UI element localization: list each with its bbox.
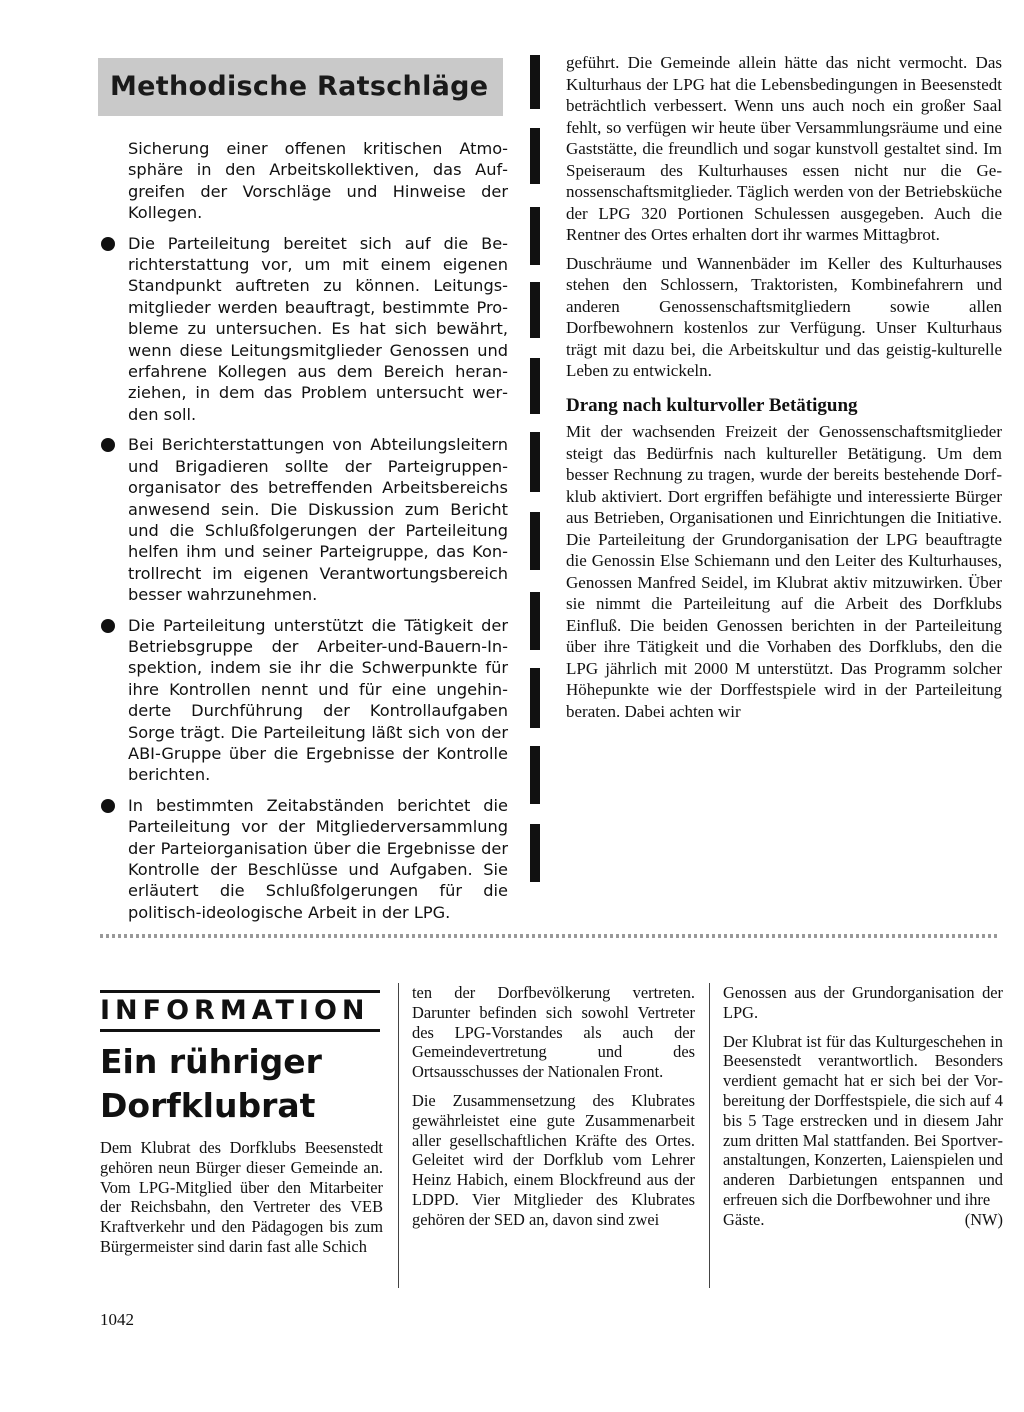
margin-marker-bar — [530, 207, 540, 265]
closing-text: Gäste. — [723, 1209, 765, 1229]
information-label-text: INFORMATION — [100, 995, 370, 1026]
rule-bottom — [100, 1029, 380, 1032]
column-rule — [709, 983, 710, 1288]
body-paragraph: Duschräume und Wannenbäder im Keller des Kulturhauses stehen den Schlossern, Traktoristen, Kombinefahrern und anderen Genossenschaftsmitgliedern sowie allen Dorfbewohnern kostenlos zur Verfügung. Unser Kulturhaus trägt mit dazu bei, die Arbeitskultur und das geistig-kulturelle Leben zu entwickeln. — [566, 253, 1002, 380]
info-column-2 — [412, 983, 695, 1230]
margin-marker-bar — [530, 746, 540, 804]
bullet-text: Die Parteileitung unterstützt die Tätigkeit der Betriebsgruppe der Arbeiter-und-Bauern-Inspektion, indem sie ihr die Schwerpunkte für ihre Kontrollen nennt und für eine ungehinderte Durchführung der Kontrollaufgaben Sorge trägt. Die Parteileitung läßt sich von der ABI-Gruppe über die Ergebnisse der Kontrolle berichten. — [128, 615, 508, 785]
right-column — [566, 52, 1002, 722]
body-paragraph: Die Zusammensetzung des Klubrates gewährleistet eine gute Zusammenarbeit aller gesellschaftlichen Kräfte des Ortes. Geleitet wird der Dorfklub vom Lehrer Heinz Habich, einem Blockfreund aus der LDPD. Vier Mitglieder des Klubrates gehören der SED an, davon sind zwei — [412, 1090, 695, 1229]
margin-marker-bar — [530, 668, 540, 728]
body-paragraph: Genossen aus der Grundorganisation der LPG. — [723, 983, 1003, 1022]
margin-marker-bar — [530, 358, 540, 414]
margin-marker-bar — [530, 128, 540, 184]
bullet-dot-icon — [101, 438, 115, 452]
bullet-dot-icon — [101, 799, 115, 813]
left-column — [100, 138, 508, 923]
bullet-text: Die Parteileitung bereitet sich auf die Berichterstattung vor, um mit einem eigenen Standpunkt auftreten zu können. Leitungsmitglieder werden beauftragt, bestimmte Probleme zu untersuchen. Es hat sich bewährt, wenn diese Leitungsmitglieder Genossen und erfahrene Kollegen aus dem Bereich heranziehen, in dem das Problem untersucht werden soll. — [128, 233, 508, 424]
bullet-text: Bei Berichterstattungen von Abteilungsleitern und Brigadieren sollte der Parteigruppenorganisator des betreffenden Arbeitsbereichs anwesend sein. Die Diskussion zum Bericht und die Schlußfolgerungen der Parteileitung helfen ihm und seiner Parteigruppe, das Kontrollrecht im eigenen Verantwortungsbereich besser wahrzunehmen. — [128, 435, 508, 605]
headline-line: Dorfklubrat — [100, 1086, 316, 1125]
bullet-dot-icon — [101, 619, 115, 633]
section-title: Methodische Ratschläge — [110, 71, 489, 102]
bullet-item — [100, 615, 508, 786]
margin-marker-bar — [530, 282, 540, 338]
bullet-dot-icon — [101, 237, 115, 251]
margin-marker-bar — [530, 432, 540, 492]
body-paragraph: geführt. Die Gemeinde allein hätte das nicht vermocht. Das Kulturhaus der LPG hat die Lebensbedingungen in Beesenstedt beträchtlich verbessert. Wenn uns auch noch ein großer Saal fehlt, so verfügen wir heute über Versammlungsräume und eine Gaststätte, die freundlich und sogar kunstvoll gestaltet sind. Im Speiseraum des Kulturhauses essen nicht nur die Genossenschaftsmitglieder. Täglich werden von der Betriebsküche der LPG 320 Portionen Schulessen ausgegeben. Auch die Rentner des Ortes erhalten dort ihr warmes Mittagbrot. — [566, 53, 1002, 244]
body-paragraph: Mit der wachsenden Freizeit der Genossenschaftsmitglieder steigt das Bedürfnis nach kultureller Betätigung. Um dem besser Rechnung zu tragen, wurde der bereits bestehende Dorfklub aktiviert. Dort ergriffen befähigte und interessierte Bürger aus Betrieben, Organisationen und Einrichtungen die Initiative. Die Parteileitung der Grundorganisation der LPG beauftragte die Genossin Else Schiemann und den Leiter des Kulturhauses, Genossen Manfred Seidel, im Klubrat aktiv mitzuwirken. Über sie nimmt die Parteileitung auf die Arbeit des Dorfklubs Einfluß. Die beiden Genossen berichten in der Parteileitung über ihre Tätigkeit und die Vorhaben des Dorfklubs, den die LPG jährlich mit 2000 M unterstützt. Das Programm solcher Höhepunkte wie der Dorffestspiele wird in der Parteileitung beraten. Dabei achten wir — [566, 422, 1002, 721]
column-rule — [398, 983, 399, 1288]
bullet-item — [100, 795, 508, 923]
headline-line: Ein rühriger — [100, 1042, 322, 1081]
bullet-item — [100, 233, 508, 426]
bullet-text: In bestimmten Zeitabständen berichtet die Parteileitung vor der Mitgliederversammlung der Parteiorganisation über die Ergebnisse der Kontrolle der Beschlüsse und Aufgaben. Sie erläutert die Schlußfolgerungen für die politisch-ideologische Arbeit in der LPG. — [128, 795, 508, 922]
body-paragraph: Dem Klubrat des Dorfklubs Beesenstedt gehören neun Bürger dieser Gemeinde an. Vom LPG-Mitglied über den Mitarbeiter der Reichsbahn, den Vertreter des VEB Kraftverkehr und den Pädagogen bis zum Bürgermeister sind darin fast alle Schich — [100, 1138, 383, 1256]
article-headline — [100, 1040, 390, 1128]
section-separator — [100, 934, 1000, 938]
margin-marker-bar — [530, 592, 540, 650]
margin-marker-bar — [530, 824, 540, 882]
page-number: 1042 — [100, 1310, 134, 1329]
info-column-1 — [100, 1138, 383, 1257]
subheading: Drang nach kulturvoller Betätigung — [566, 394, 858, 416]
info-column-3 — [723, 983, 1003, 1230]
closing-line — [723, 1210, 1003, 1230]
body-paragraph: Der Klubrat ist für das Kulturgeschehen in Beesenstedt verantwortlich. Besonders verdient gemacht hat er sich bei der Vorbereitung der Dorffestspiele, die sich auf 4 bis 5 Tage erstrecken und in diesem Jahr zum dritten Mal stattfanden. Bei Sportveranstaltungen, Konzerten, Laienspielen und anderen Darbietungen entspannen und erfreuen sich die Dorfbewohner und ihre — [723, 1031, 1003, 1209]
bullet-item — [100, 434, 508, 605]
body-paragraph: ten der Dorfbevölkerung vertreten. Darunter befinden sich sowohl Vertreter des LPG-Vorstandes als auch der Gemeindevertretung und des Ortsausschusses der Nationalen Front. — [412, 983, 695, 1082]
margin-marker-bar — [530, 512, 540, 570]
left-intro-paragraph: Sicherung einer offenen kritischen Atmosphäre in den Arbeitskollektiven, das Aufgreifen der Vorschläge und Hinweise der Kollegen. — [128, 139, 508, 223]
section-title-banner — [98, 58, 503, 116]
information-label — [100, 990, 380, 1032]
author-signature: (NW) — [964, 1209, 1003, 1229]
margin-marker-bar — [530, 55, 540, 109]
